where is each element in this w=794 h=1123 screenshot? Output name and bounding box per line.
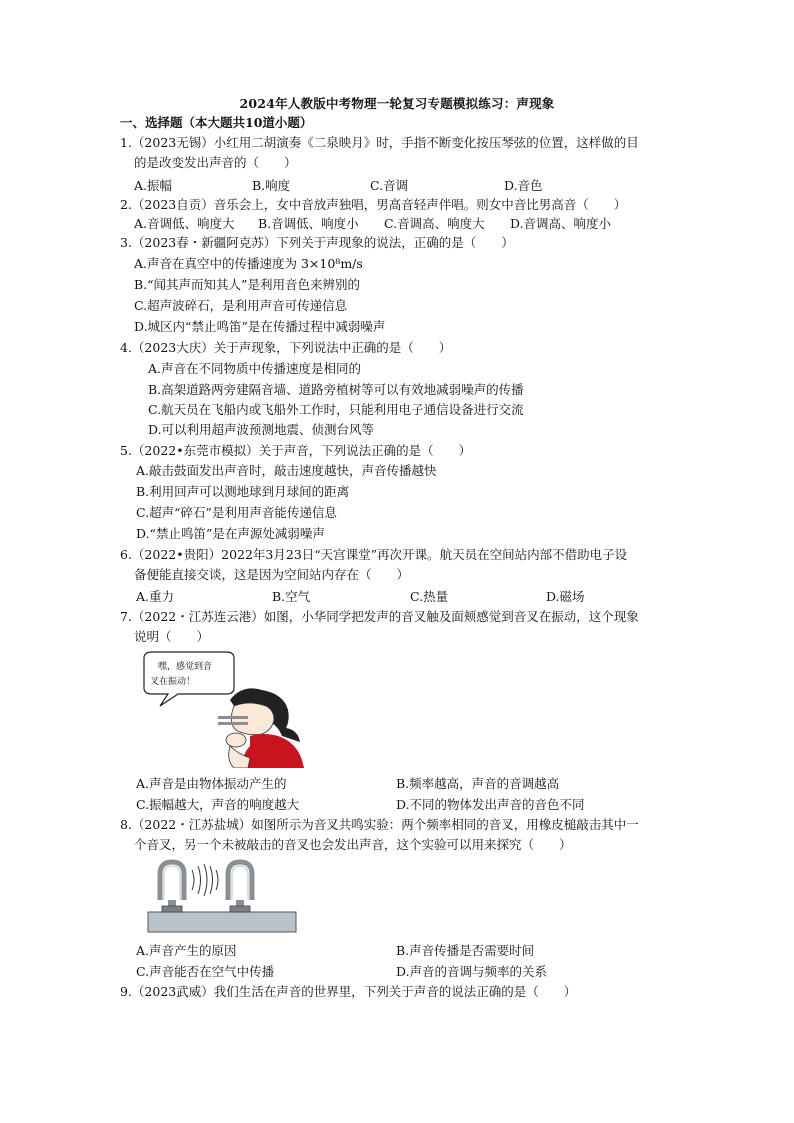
sound-wave [192,870,194,890]
option-a[interactable]: A.重力 [136,589,175,604]
question-stem-cont: 备便能直接交谈，这是因为空间站内存在（ ） [134,567,410,582]
question-stem: 3.（2023春・新疆阿克苏）下列关于声现象的说法，正确的是（ ） [120,235,514,250]
option-c[interactable]: C.航天员在飞船内或飞船外工作时，只能利用电子通信设备进行交流 [148,402,524,417]
option-c[interactable]: C.声音能否在空气中传播 [136,964,275,979]
question-stem: 7.（2022・江苏连云港）如图，小华同学把发声的音叉触及面颊感觉到音叉在振动，这个现象 [120,609,639,624]
option-c[interactable]: C.超声波碎石，是利用声音可传递信息 [134,298,348,313]
question-7 [120,607,639,647]
question-stem: 1.（2023无锡）小红用二胡演奏《二泉映月》时，手指不断变化按压琴弦的位置，这样做的目 [120,135,639,150]
option-c[interactable]: C.音调高、响度大 [384,216,485,231]
question-stem-cont: 个音叉，另一个未被敲击的音叉也会发出声音，这个实验可以用来探究（ ） [134,837,572,852]
option-d[interactable]: D.声音的音调与频率的关系 [396,964,548,979]
question-stem: 2.（2023自贡）音乐会上，女中音放声独唱，男高音轻声伴唱。则女中音比男高音（ ） [120,197,627,212]
tuning-fork [218,716,248,719]
option-d[interactable]: D.不同的物体发出声音的音色不同 [396,797,585,812]
question-stem: 5.（2022•东莞市模拟）关于声音，下列说法正确的是（ ） [120,443,472,458]
option-d[interactable]: D.可以利用超声波预测地震、侦测台风等 [148,422,375,437]
question-stem-cont: 的是改变发出声音的（ ） [134,155,297,170]
option-d[interactable]: D.音色 [504,178,543,193]
option-a[interactable]: A.声音在不同物质中传播速度是相同的 [148,361,362,376]
option-c[interactable]: C.热量 [410,589,449,604]
option-b[interactable]: B.“闻其声而知其人”是利用音色来辨别的 [134,277,360,292]
option-a[interactable]: A.声音产生的原因 [136,943,237,958]
option-b[interactable]: B.声音传播是否需要时间 [396,943,535,958]
question-9 [120,982,576,1002]
question-stem: 8.（2022・江苏盐城）如图所示为音叉共鸣实验：两个频率相同的音叉，用橡皮槌敲击其中一 [120,817,639,832]
option-d[interactable]: D.“禁止鸣笛”是在声源处减弱噪声 [136,526,325,541]
base-board [148,912,296,932]
option-a[interactable]: A.声音是由物体振动产生的 [136,776,287,791]
option-b[interactable]: B.音调低、响度小 [258,216,359,231]
bubble-line-1: 嘿，感觉到音 [158,662,213,672]
question-1 [120,133,639,173]
option-a[interactable]: A.振幅 [134,178,173,193]
tuning-fork-resonance-figure [144,856,300,936]
option-d[interactable]: D.音调高、响度小 [510,216,612,231]
question-stem-cont: 说明（ ） [134,629,210,644]
arm [229,746,250,768]
question-stem: 4.（2023大庆）关于声现象，下列说法中正确的是（ ） [120,340,452,355]
option-c[interactable]: C.振幅越大，声音的响度越大 [136,797,300,812]
option-a[interactable]: A.音调低、响度大 [134,216,235,231]
question-stem: 9.（2023武威）我们生活在声音的世界里，下列关于声音的说法正确的是（ ） [120,984,577,999]
option-b[interactable]: B.响度 [252,178,291,193]
question-5 [120,441,471,461]
option-b[interactable]: B.高架道路两旁建隔音墙、道路旁植树等可以有效地减弱噪声的传播 [148,382,524,397]
option-c[interactable]: C.超声“碎石”是利用声音能传递信息 [136,505,337,520]
option-b[interactable]: B.利用回声可以测地球到月球间的距离 [136,484,350,499]
option-a[interactable]: A.敲击鼓面发出声音时，敲击速度越快，声音传播越快 [136,463,437,478]
option-d[interactable]: D.磁场 [546,589,585,604]
hands [226,733,246,747]
question-3 [120,233,514,253]
question-2 [120,195,626,215]
question-6 [120,545,627,585]
option-c[interactable]: C.音调 [370,178,409,193]
bubble-line-2: 叉在振动！ [150,677,196,687]
page-title: 2024年人教版中考物理一轮复习专题模拟练习：声现象 [239,96,555,111]
option-a[interactable]: A.声音在真空中的传播速度为 3×10⁸m/s [134,256,363,271]
question-4 [120,338,451,358]
option-b[interactable]: B.频率越高，声音的音调越高 [396,776,560,791]
question-stem: 6.（2022•贵阳）2022年3月23日“天宫课堂”再次开课。航天员在空间站内部不借助电子设 [120,547,628,562]
section-heading: 一、选择题（本大题共10道小题） [120,115,313,130]
option-b[interactable]: B.空气 [272,589,311,604]
tuning-fork-girl-figure [138,650,318,768]
question-8 [120,815,639,855]
option-d[interactable]: D.城区内“禁止鸣笛”是在传播过程中减弱噪声 [134,319,386,334]
